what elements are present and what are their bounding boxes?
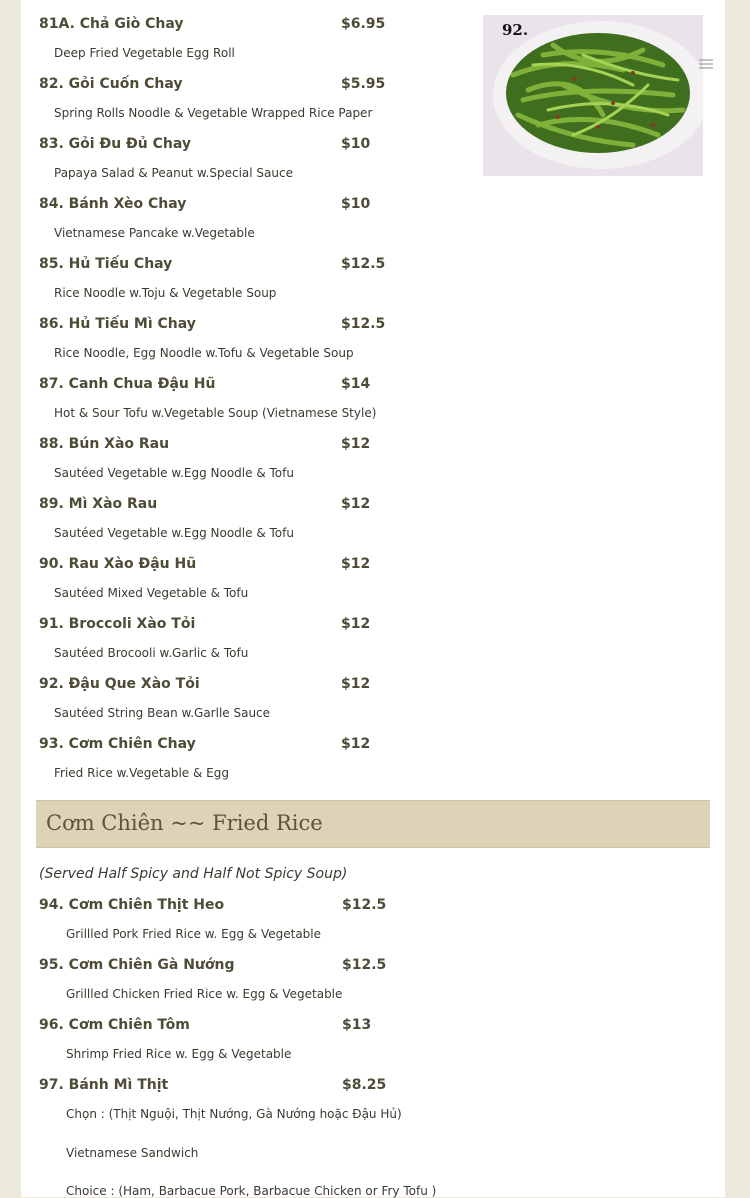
item-description: Chọn : (Thịt Nguội, Thịt Nướng, Gà Nướng hoặc Đậu Hủ) <box>66 1107 402 1121</box>
item-price: $12 <box>341 676 371 692</box>
string-beans-image <box>483 15 703 176</box>
item-description: Grillled Chicken Fried Rice w. Egg & Vegetable <box>66 987 343 1001</box>
item-name: 93. Cơm Chiên Chay <box>39 736 196 752</box>
section-header <box>36 800 710 848</box>
item-name: 92. Đậu Que Xào Tỏi <box>39 676 200 692</box>
item-description: Rice Noodle, Egg Noodle w.Tofu & Vegetable Soup <box>54 346 354 360</box>
section-title: Cơm Chiên ~~ Fried Rice <box>46 811 323 835</box>
item-name: 85. Hủ Tiếu Chay <box>39 256 173 272</box>
item-description: Sautéed Brocooli w.Garlic & Tofu <box>54 646 249 660</box>
item-choice-english: Choice : (Ham, Barbacue Pork, Barbacue Chicken or Fry Tofu ) <box>66 1184 437 1198</box>
item-price: $14 <box>341 376 371 392</box>
photo-label: 92. <box>502 21 529 39</box>
item-price: $5.95 <box>341 76 386 92</box>
item-description: Sautéed Mixed Vegetable & Tofu <box>54 586 249 600</box>
item-description: Vietnamese Pancake w.Vegetable <box>54 226 255 240</box>
item-name: 96. Cơm Chiên Tôm <box>39 1017 190 1033</box>
item-description: Sautéed String Bean w.Garlle Sauce <box>54 706 271 720</box>
item-price: $12 <box>341 436 371 452</box>
item-description: Sautéed Vegetable w.Egg Noodle & Tofu <box>54 526 294 540</box>
item-name: 87. Canh Chua Đậu Hũ <box>39 376 216 392</box>
item-price: $12 <box>341 556 371 572</box>
item-description-english: Vietnamese Sandwich <box>66 1146 199 1160</box>
item-description: Grillled Pork Fried Rice w. Egg & Vegetable <box>66 927 322 941</box>
item-name: 95. Cơm Chiên Gà Nướng <box>39 957 235 973</box>
item-name: 89. Mì Xào Rau <box>39 496 158 512</box>
item-price: $10 <box>341 196 371 212</box>
item-description: Fried Rice w.Vegetable & Egg <box>54 766 229 780</box>
item-name: 81A. Chả Giò Chay <box>39 16 184 32</box>
item-name: 82. Gỏi Cuốn Chay <box>39 76 183 92</box>
item-price: $10 <box>341 136 371 152</box>
item-price: $12.5 <box>342 957 387 973</box>
item-description: Shrimp Fried Rice w. Egg & Vegetable <box>66 1047 292 1061</box>
dish-photo <box>483 15 703 176</box>
item-price: $12.5 <box>342 897 387 913</box>
item-description: Spring Rolls Noodle & Vegetable Wrapped Rice Paper <box>54 106 373 120</box>
item-description: Sautéed Vegetable w.Egg Noodle & Tofu <box>54 466 294 480</box>
item-price: $12 <box>341 616 371 632</box>
item-price: $6.95 <box>341 16 386 32</box>
item-price: $8.25 <box>342 1077 387 1093</box>
item-name: 94. Cơm Chiên Thịt Heo <box>39 897 225 913</box>
item-description: Deep Fried Vegetable Egg Roll <box>54 46 235 60</box>
item-name: 97. Bánh Mì Thịt <box>39 1077 169 1093</box>
item-description: Papaya Salad & Peanut w.Special Sauce <box>54 166 293 180</box>
item-description: Hot & Sour Tofu w.Vegetable Soup (Vietnamese Style) <box>54 406 377 420</box>
item-price: $12.5 <box>341 256 386 272</box>
item-name: 88. Bún Xào Rau <box>39 436 170 452</box>
menu-lines-icon[interactable] <box>699 57 721 71</box>
item-price: $12.5 <box>341 316 386 332</box>
item-name: 90. Rau Xào Đậu Hũ <box>39 556 197 572</box>
item-name: 91. Broccoli Xào Tỏi <box>39 616 196 632</box>
item-price: $12 <box>341 736 371 752</box>
menu-page <box>21 0 725 1197</box>
item-price: $13 <box>342 1017 372 1033</box>
item-name: 83. Gỏi Đu Đủ Chay <box>39 136 191 152</box>
item-name: 84. Bánh Xèo Chay <box>39 196 187 212</box>
item-description: Rice Noodle w.Toju & Vegetable Soup <box>54 286 277 300</box>
item-price: $12 <box>341 496 371 512</box>
section-note: (Served Half Spicy and Half Not Spicy Soup) <box>39 866 348 882</box>
item-name: 86. Hủ Tiếu Mì Chay <box>39 316 196 332</box>
